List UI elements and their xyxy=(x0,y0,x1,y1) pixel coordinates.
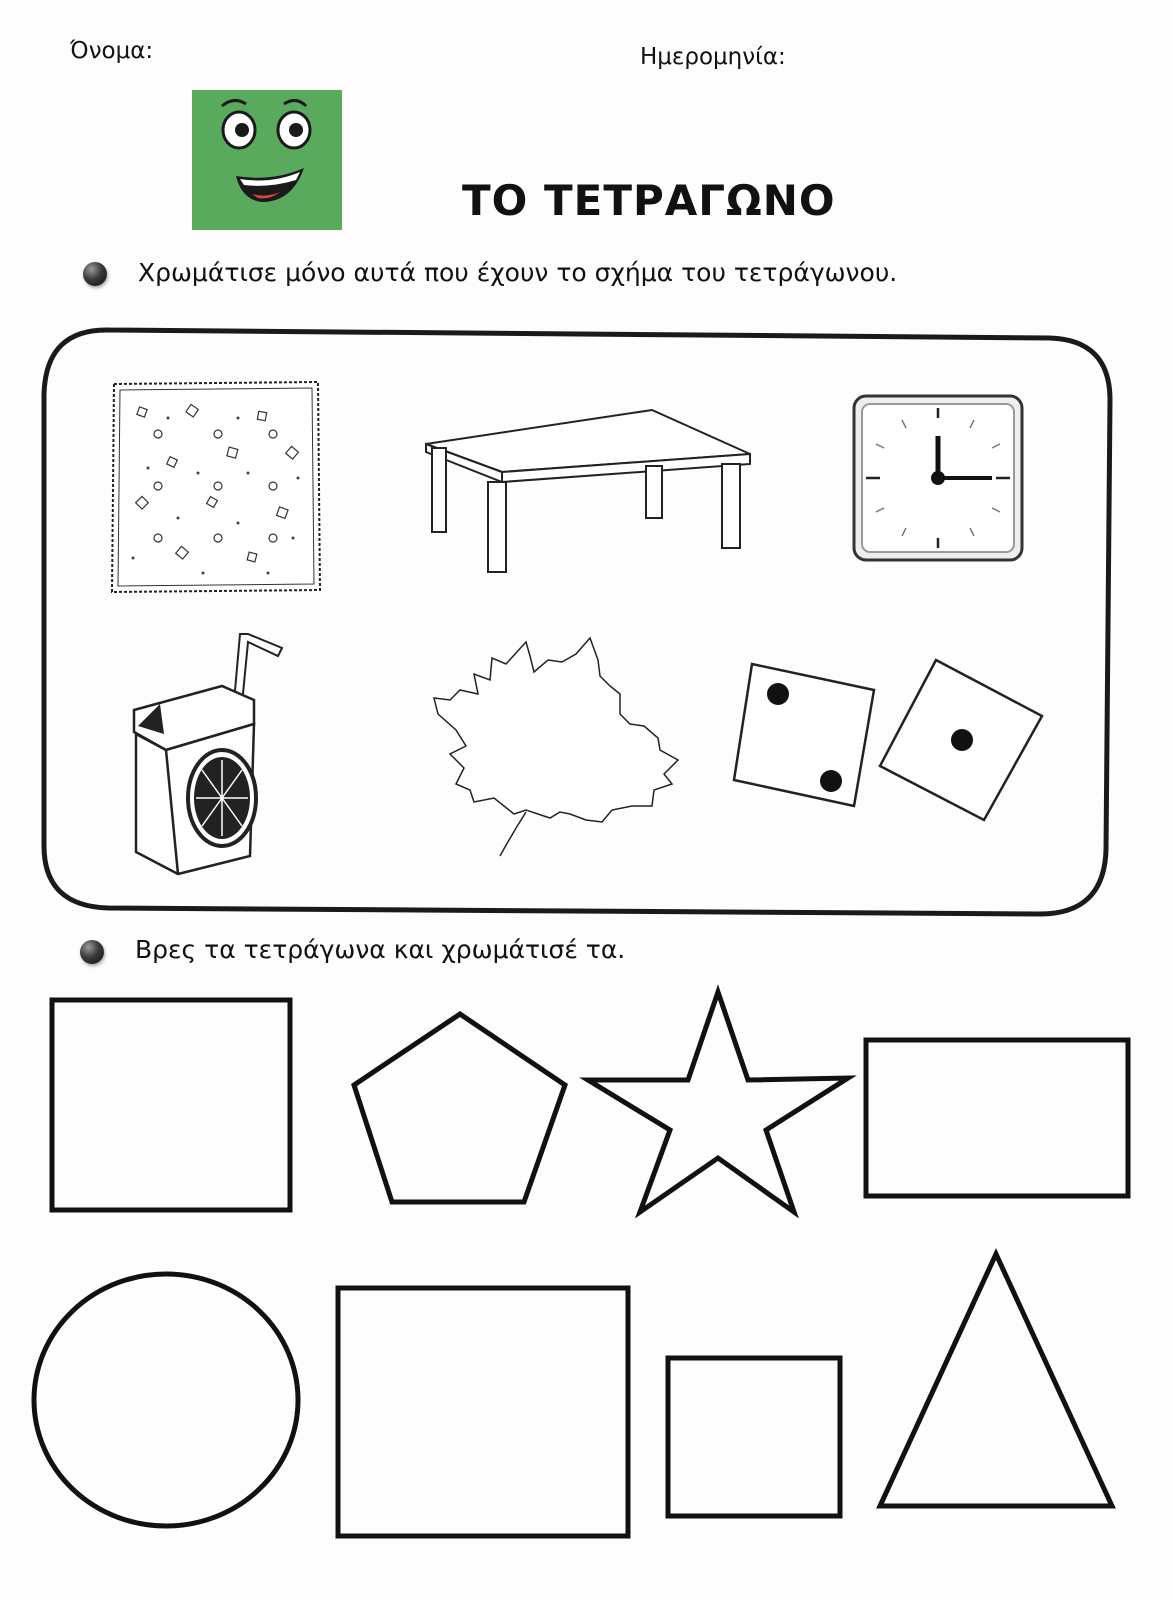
instruction-2: Βρες τα τετράγωνα και χρωμάτισέ τα. xyxy=(135,935,626,964)
shape-circle xyxy=(34,1274,298,1526)
shape-square-1 xyxy=(52,1000,290,1210)
page-title: ΤΟ ΤΕΤΡΑΓΩΝΟ xyxy=(462,176,836,225)
date-label: Ημερομηνία: xyxy=(640,44,786,70)
instruction-1: Χρωμάτισε μόνο αυτά που έχουν το σχήμα του τετράγωνου. xyxy=(138,258,898,287)
shape-square-2 xyxy=(668,1358,840,1516)
shape-rectangle-2 xyxy=(338,1288,628,1536)
shape-rectangle-1 xyxy=(866,1040,1128,1196)
shape-triangle xyxy=(880,1254,1112,1506)
name-label: Όνομα: xyxy=(70,38,154,64)
shape-pentagon xyxy=(354,1014,565,1202)
shape-star xyxy=(588,992,848,1212)
